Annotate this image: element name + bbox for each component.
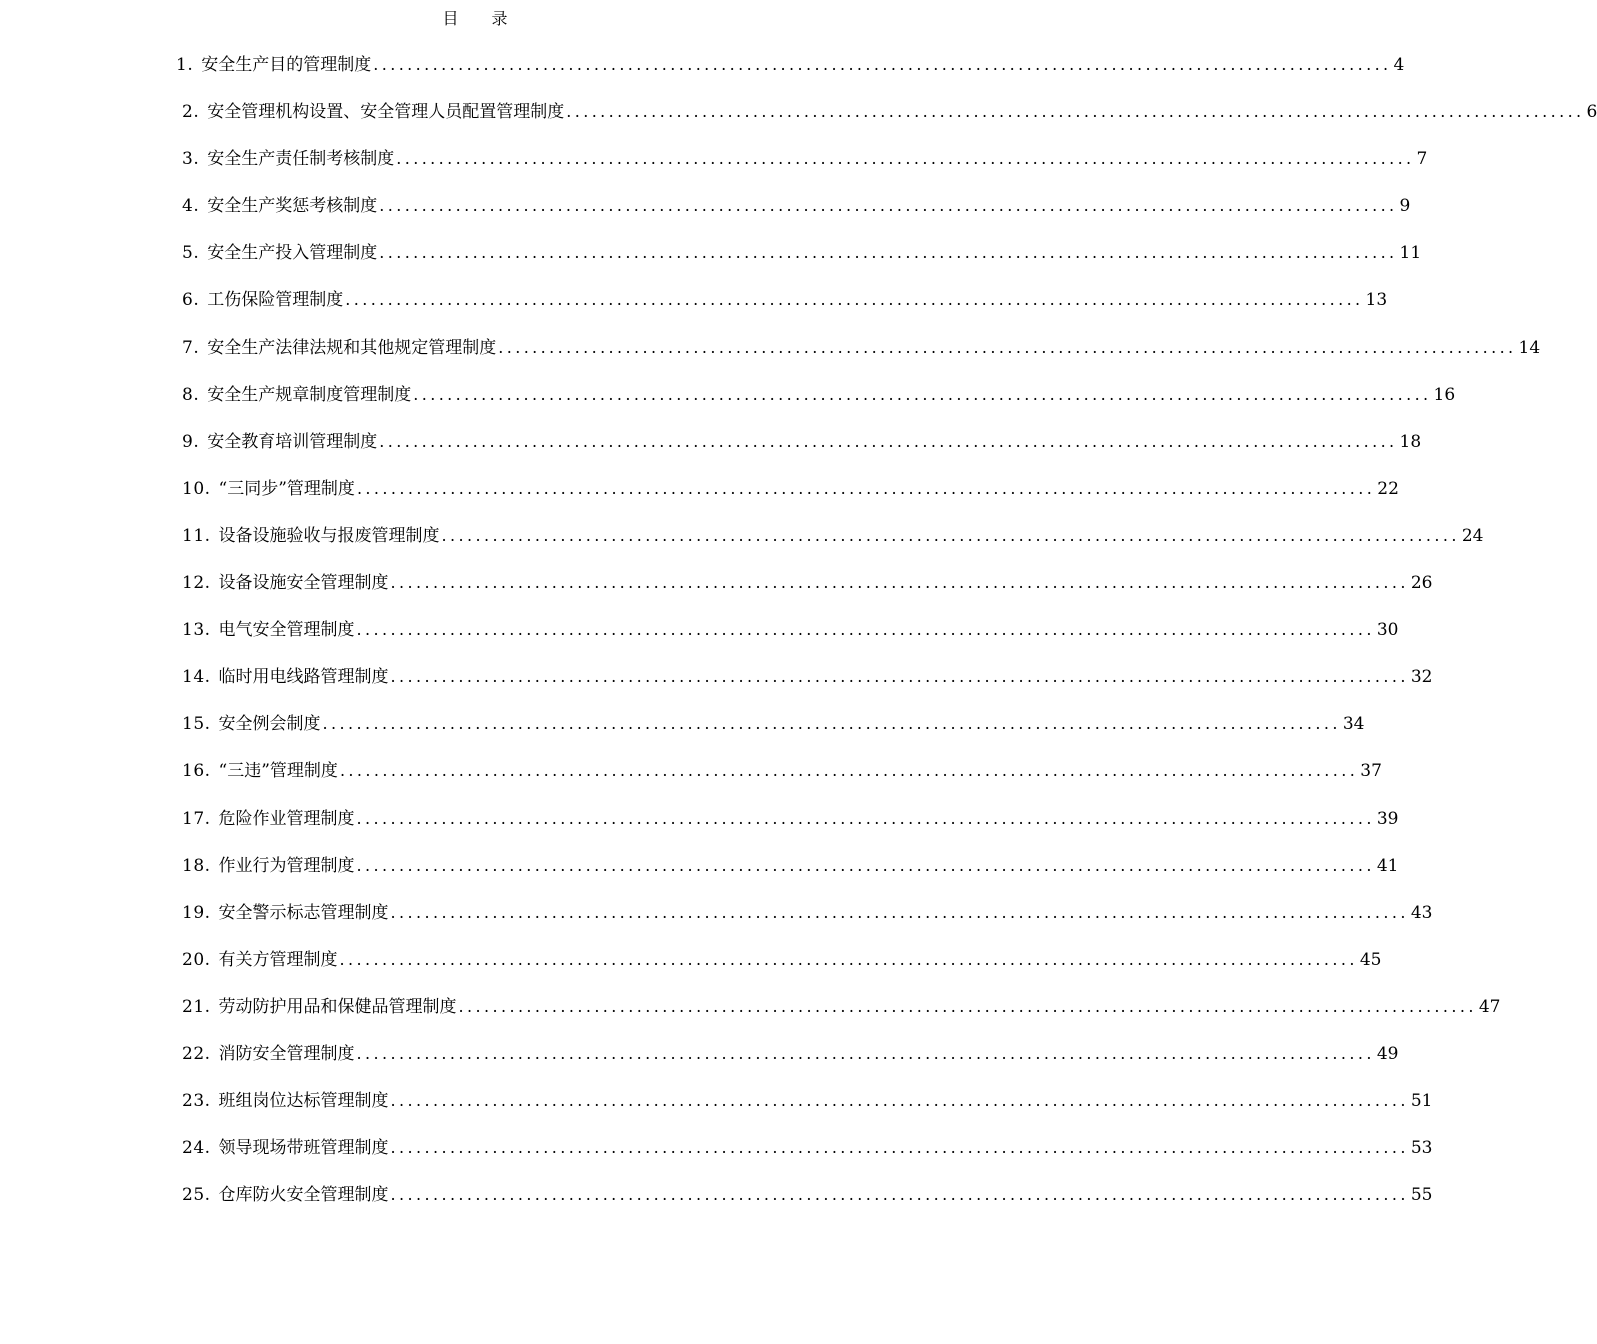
toc-entry-title: 安全生产责任制考核制度 <box>207 149 395 170</box>
toc-entry[interactable] <box>0 948 1382 995</box>
toc-entry-number: 3. <box>182 149 200 170</box>
toc-entry-title: “三违”管理制度 <box>218 761 338 782</box>
toc-leader-dots: ........................................................................................................................ <box>379 243 1398 263</box>
toc-entry-title: 工伤保险管理制度 <box>207 290 344 311</box>
toc-entry-title: 安全生产投入管理制度 <box>207 243 378 264</box>
toc-entry-page: 18 <box>1399 431 1422 452</box>
toc-entry-number: 19. <box>182 902 211 923</box>
toc-entry[interactable] <box>0 1042 1399 1089</box>
toc-entry-number: 20. <box>182 949 211 970</box>
toc-entry[interactable] <box>0 288 1388 335</box>
toc-leader-dots: ........................................................................................................................ <box>339 949 1358 969</box>
toc-entry[interactable] <box>0 665 1433 712</box>
toc-entry-title: 电气安全管理制度 <box>218 620 355 641</box>
toc-entry[interactable] <box>0 712 1365 759</box>
toc-list <box>0 53 1597 1230</box>
toc-entry[interactable] <box>0 759 1382 806</box>
toc-entry[interactable] <box>0 1089 1433 1136</box>
toc-entry[interactable] <box>0 524 1484 571</box>
toc-entry-title: 安全生产法律法规和其他规定管理制度 <box>207 337 497 358</box>
toc-entry-number: 12. <box>182 573 211 594</box>
toc-leader-dots: ........................................................................................................................ <box>390 667 1409 687</box>
toc-entry-title: 危险作业管理制度 <box>218 808 355 829</box>
toc-entry-title: “三同步”管理制度 <box>218 478 355 499</box>
toc-entry-title: 安全生产目的管理制度 <box>201 55 372 75</box>
toc-entry-page: 39 <box>1376 808 1399 829</box>
toc-entry[interactable] <box>0 53 1405 100</box>
toc-leader-dots: ........................................................................................................................ <box>379 196 1398 216</box>
toc-entry-page: 22 <box>1377 478 1399 499</box>
toc-entry[interactable] <box>0 477 1399 524</box>
toc-entry-page: 49 <box>1376 1043 1399 1064</box>
toc-entry-title: 设备设施验收与报废管理制度 <box>218 525 440 546</box>
toc-entry-page: 4 <box>1393 55 1405 75</box>
toc-entry-number: 17. <box>182 808 211 829</box>
toc-leader-dots: ........................................................................................................................ <box>390 573 1409 593</box>
toc-entry-number: 6. <box>182 290 200 311</box>
toc-leader-dots: ........................................................................................................................ <box>356 620 1375 640</box>
toc-entry-page: 51 <box>1410 1091 1433 1112</box>
toc-entry-title: 领导现场带班管理制度 <box>218 1138 389 1159</box>
toc-entry-page: 37 <box>1360 761 1382 782</box>
toc-entry[interactable] <box>0 901 1433 948</box>
toc-leader-dots: ........................................................................................................................ <box>566 102 1585 122</box>
toc-leader-dots: ........................................................................................................................ <box>396 149 1415 169</box>
toc-entry-number: 11. <box>182 525 211 546</box>
toc-leader-dots: ........................................................................................................................ <box>390 902 1409 922</box>
toc-entry[interactable] <box>0 807 1399 854</box>
toc-entry-page: 41 <box>1376 855 1399 876</box>
toc-entry-number: 4. <box>182 196 200 217</box>
toc-entry-page: 13 <box>1365 290 1388 311</box>
toc-leader-dots: ........................................................................................................................ <box>441 525 1460 545</box>
toc-entry-page: 32 <box>1410 667 1433 688</box>
toc-entry-number: 2. <box>182 102 200 123</box>
toc-leader-dots: ........................................................................................................................ <box>413 384 1432 404</box>
toc-entry-number: 14. <box>182 667 211 688</box>
toc-leader-dots: ........................................................................................................................ <box>390 1091 1409 1111</box>
toc-entry-number: 1. <box>176 55 194 75</box>
toc-entry-number: 16. <box>182 761 211 782</box>
toc-entry[interactable] <box>0 241 1422 288</box>
toc-entry-page: 9 <box>1399 196 1411 217</box>
toc-entry-page: 34 <box>1342 714 1365 735</box>
toc-leader-dots: ........................................................................................................................ <box>356 855 1375 875</box>
toc-leader-dots: ........................................................................................................................ <box>373 55 1392 74</box>
toc-entry-page: 47 <box>1478 996 1501 1017</box>
toc-entry-number: 25. <box>182 1185 211 1206</box>
toc-leader-dots: ........................................................................................................................ <box>345 290 1364 310</box>
toc-leader-dots: ........................................................................................................................ <box>379 431 1398 451</box>
toc-entry-number: 18. <box>182 855 211 876</box>
toc-leader-dots: ........................................................................................................................ <box>498 337 1517 357</box>
toc-entry-page: 26 <box>1410 573 1433 594</box>
toc-leader-dots: ........................................................................................................................ <box>356 808 1375 828</box>
toc-entry-number: 15. <box>182 714 211 735</box>
toc-entry-page: 24 <box>1461 525 1484 546</box>
toc-leader-dots: ........................................................................................................................ <box>390 1185 1409 1205</box>
toc-entry-number: 10. <box>182 478 211 499</box>
toc-entry[interactable] <box>0 147 1428 194</box>
toc-entry-page: 43 <box>1410 902 1433 923</box>
toc-entry-number: 7. <box>182 337 200 358</box>
toc-entry[interactable] <box>0 571 1433 618</box>
toc-entry[interactable] <box>0 1183 1433 1230</box>
toc-leader-dots: ........................................................................................................................ <box>356 1043 1375 1063</box>
toc-entry-title: 劳动防护用品和保健品管理制度 <box>218 996 457 1017</box>
toc-entry-page: 45 <box>1359 949 1382 970</box>
toc-entry[interactable] <box>0 1136 1433 1183</box>
toc-leader-dots: ........................................................................................................................ <box>390 1138 1409 1158</box>
toc-entry-title: 作业行为管理制度 <box>218 855 355 876</box>
toc-title: 目 录 <box>442 9 522 28</box>
toc-entry-number: 22. <box>182 1043 211 1064</box>
toc-entry-page: 14 <box>1518 337 1541 358</box>
toc-entry-title: 班组岗位达标管理制度 <box>218 1091 389 1112</box>
toc-entry-page: 55 <box>1410 1185 1433 1206</box>
toc-entry-page: 11 <box>1399 243 1422 264</box>
toc-entry-number: 24. <box>182 1138 211 1159</box>
toc-entry-title: 有关方管理制度 <box>218 949 338 970</box>
toc-entry-page: 16 <box>1433 384 1456 405</box>
toc-entry-number: 23. <box>182 1091 211 1112</box>
toc-entry[interactable] <box>0 100 1597 147</box>
toc-entry[interactable] <box>0 430 1422 477</box>
toc-entry-title: 安全警示标志管理制度 <box>218 902 389 923</box>
toc-leader-dots: ........................................................................................................................ <box>458 996 1477 1016</box>
toc-entry[interactable] <box>0 618 1399 665</box>
toc-entry-title: 安全管理机构设置、安全管理人员配置管理制度 <box>207 102 565 123</box>
toc-leader-dots: ........................................................................................................................ <box>322 714 1341 734</box>
toc-entry-title: 设备设施安全管理制度 <box>218 573 389 594</box>
toc-entry-title: 安全教育培训管理制度 <box>207 431 378 452</box>
toc-entry-page: 30 <box>1376 620 1399 641</box>
toc-entry-title: 安全生产规章制度管理制度 <box>207 384 412 405</box>
toc-entry-title: 临时用电线路管理制度 <box>218 667 389 688</box>
toc-leader-dots: ........................................................................................................................ <box>339 761 1359 781</box>
toc-entry-number: 8. <box>182 384 200 405</box>
toc-entry[interactable] <box>0 854 1399 901</box>
toc-entry-number: 9. <box>182 431 200 452</box>
toc-entry-number: 5. <box>182 243 200 264</box>
toc-entry-page: 6 <box>1586 102 1597 123</box>
toc-entry-title: 安全例会制度 <box>218 714 321 735</box>
toc-entry-title: 消防安全管理制度 <box>218 1043 355 1064</box>
toc-entry-number: 21. <box>182 996 211 1017</box>
toc-entry[interactable] <box>0 194 1411 241</box>
toc-entry-title: 安全生产奖惩考核制度 <box>207 196 378 217</box>
toc-entry-page: 7 <box>1416 149 1428 170</box>
toc-entry-title: 仓库防火安全管理制度 <box>218 1185 389 1206</box>
toc-entry[interactable] <box>0 383 1456 430</box>
toc-entry[interactable] <box>0 995 1501 1042</box>
toc-entry-number: 13. <box>182 620 211 641</box>
toc-entry[interactable] <box>0 336 1541 383</box>
toc-leader-dots: ........................................................................................................................ <box>356 478 1376 498</box>
toc-entry-page: 53 <box>1410 1138 1433 1159</box>
